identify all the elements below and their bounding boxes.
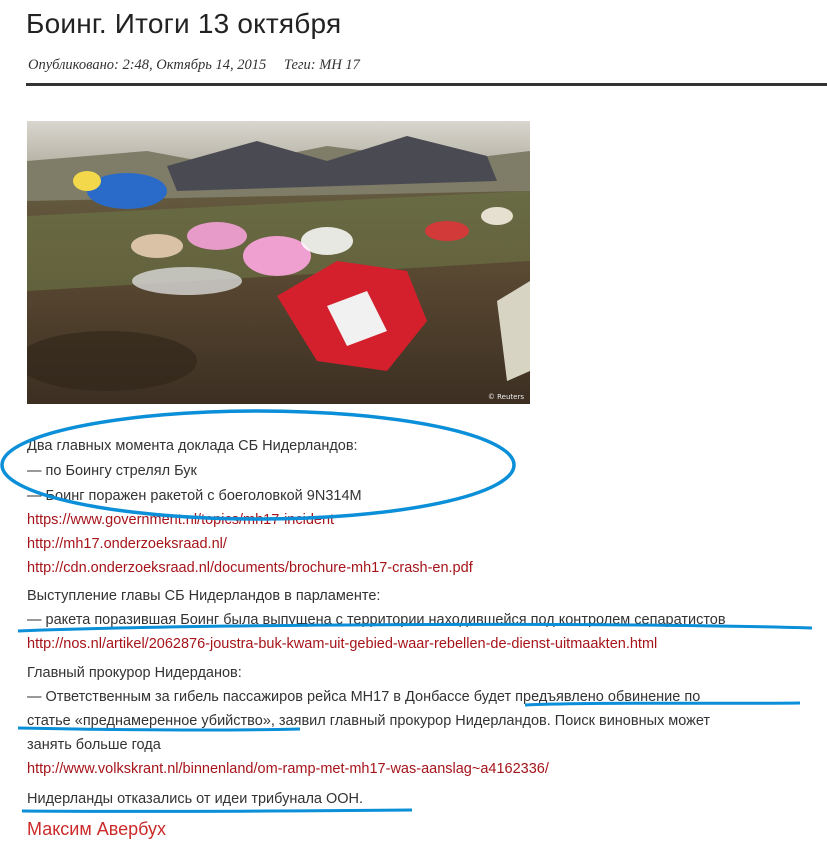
report-point-warhead: — Боинг поражен ракетой с боеголовкой 9N314M [27, 488, 362, 504]
parliament-heading: Выступление главы СБ Нидерландов в парламенте: [27, 588, 381, 604]
link-brochure[interactable]: http://cdn.onderzoeksraad.nl/documents/brochure-mh17-crash-en.pdf [27, 560, 473, 576]
link-onderzoeksraad[interactable]: http://mh17.onderzoeksraad.nl/ [27, 536, 227, 552]
underline-tribunal [22, 810, 412, 811]
report-summary-heading: Два главных момента доклада СБ Нидерландов: [27, 438, 358, 454]
published-date: Опубликовано: 2:48, Октябрь 14, 2015 [28, 57, 267, 73]
article-photo [27, 121, 530, 404]
prosecutor-heading: Главный прокурор Нидерданов: [27, 665, 242, 681]
prosecutor-statement-line-3: занять больше года [27, 737, 161, 753]
prosecutor-statement-line-1: — Ответственным за гибель пассажиров рейса МН17 в Донбассе будет предъявлено обвинение по [27, 689, 701, 705]
link-nos[interactable]: http://nos.nl/artikel/2062876-joustra-buk-kwam-uit-gebied-waar-rebellen-de-dienst-uitmaakten.html [27, 636, 658, 652]
link-volkskrant[interactable]: http://www.volkskrant.nl/binnenland/om-ramp-met-mh17-was-aanslag~a4162336/ [27, 761, 549, 777]
header-divider [26, 83, 827, 86]
author-name: Максим Авербух [27, 819, 167, 839]
post-title: Боинг. Итоги 13 октября [26, 8, 342, 39]
photo-credit: © Reuters [487, 393, 524, 401]
crash-site-photo-image [27, 121, 530, 404]
tags-label: Теги: [283, 57, 316, 73]
link-government[interactable]: https://www.government.nl/topics/mh17-incident [27, 512, 335, 528]
report-point-buk: — по Боингу стрелял Бук [27, 463, 197, 479]
tag-link-mh17[interactable]: МН 17 [319, 57, 360, 73]
post-meta [28, 57, 360, 74]
prosecutor-statement-line-2: статье «преднамеренное убийство», заявил главный прокурор Нидерландов. Поиск виновных может [27, 713, 711, 729]
parliament-statement: — ракета поразившая Боинг была выпущена с территории находившейся под контролем сепаратистов [27, 612, 726, 628]
tribunal-statement: Нидерланды отказались от идеи трибунала ООН. [27, 791, 364, 807]
